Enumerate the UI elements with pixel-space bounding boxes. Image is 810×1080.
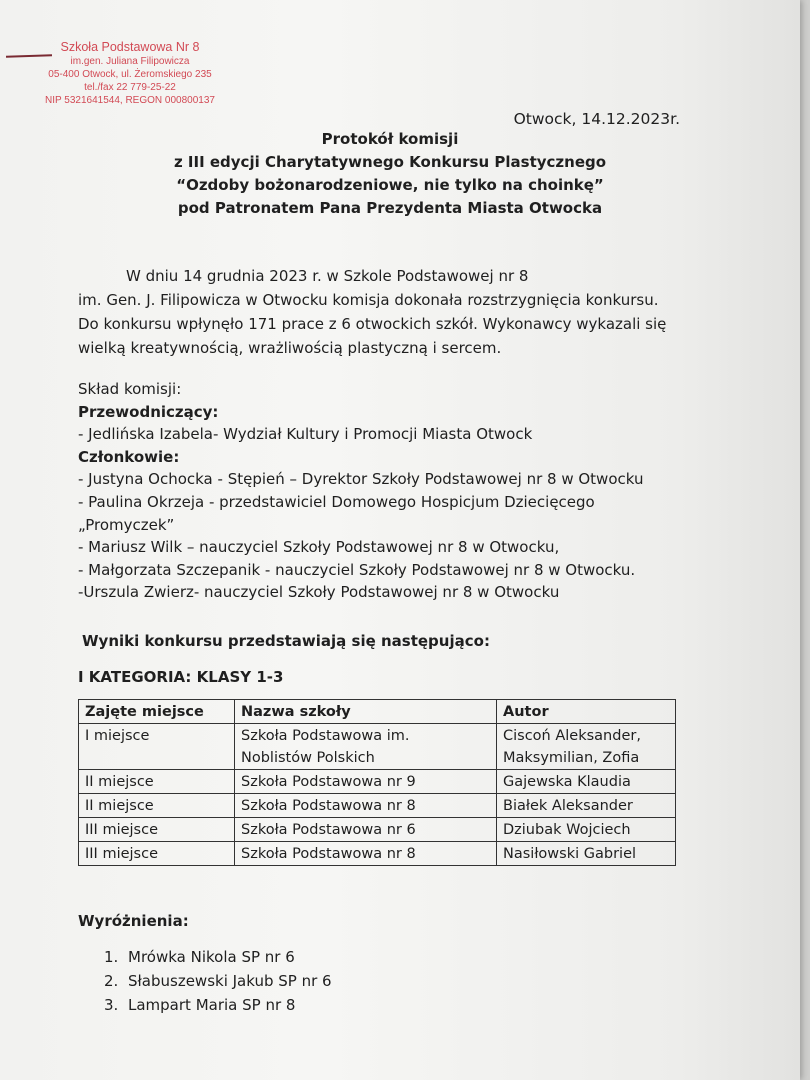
table-row [79,818,676,842]
cell-author-line: Maksymilian, Zofia [503,750,640,766]
table-row [79,794,676,818]
cell-place: III miejsce [79,818,235,842]
cell-author: Gajewska Klaudia [497,770,676,794]
honors-list [104,945,332,1017]
intro-line-1: W dniu 14 grudnia 2023 r. w Szkole Podstawowej nr 8 [126,267,529,285]
list-number: 3. [104,996,119,1014]
cell-author [497,724,676,770]
cell-school: Szkoła Podstawowa nr 9 [235,770,497,794]
intro-paragraph [78,264,738,360]
results-heading: Wyniki konkursu przedstawiają się następująco: [82,632,490,650]
cell-place: II miejsce [79,770,235,794]
school-stamp [30,40,230,107]
results-table [78,699,676,866]
member-entry: - Paulina Okrzeja - przedstawiciel Domowego Hospicjum Dziecięcego [78,492,595,511]
cell-school-line: Noblistów Polskich [241,750,375,766]
list-text: Mrówka Nikola SP nr 6 [128,948,295,966]
title-line-4: pod Patronatem Pana Prezydenta Miasta Otwocka [177,199,603,217]
cell-school: Szkoła Podstawowa nr 8 [235,842,497,866]
cell-author: Białek Aleksander [497,794,676,818]
member-entry: -Urszula Zwierz- nauczyciel Szkoły Podstawowej nr 8 w Otwocku [78,583,560,602]
cell-school: Szkoła Podstawowa nr 8 [235,794,497,818]
intro-line-2: im. Gen. J. Filipowicza w Otwocku komisja dokonała rozstrzygnięcia konkursu. [78,291,659,309]
header-school: Nazwa szkoły [235,700,497,724]
header-author: Autor [497,700,676,724]
list-text: Słabuszewski Jakub SP nr 6 [128,972,332,990]
cell-school [235,724,497,770]
list-item [104,993,332,1017]
chair-entry: - Jedlińska Izabela- Wydział Kultury i Promocji Miasta Otwock [78,425,533,444]
header-place: Zajęte miejsce [79,700,235,724]
member-entry: - Małgorzata Szczepanik - nauczyciel Szkoły Podstawowej nr 8 w Otwocku. [78,560,636,579]
stamp-ids: NIP 5321641544, REGON 000800137 [45,95,215,106]
title-line-1: Protokół komisji [321,130,459,148]
stamp-patron: im.gen. Juliana Filipowicza [70,56,190,67]
chair-label: Przewodniczący: [78,402,219,421]
stamp-phone: tel./fax 22 779-25-22 [84,82,176,93]
member-entry: - Justyna Ochocka - Stępień – Dyrektor Szkoły Podstawowej nr 8 w Otwocku [78,470,644,489]
list-number: 2. [104,972,119,990]
table-row [79,724,676,770]
members-label: Członkowie: [78,447,180,466]
committee-heading: Skład komisji: [78,380,182,398]
cell-author-line: Ciscoń Aleksander, [503,728,641,744]
table-row [79,770,676,794]
cell-place: III miejsce [79,842,235,866]
intro-line-3: Do konkursu wpłynęło 171 prace z 6 otwockich szkół. Wykonawcy wykazali się [78,315,667,333]
table-row [79,842,676,866]
table-header-row [79,700,676,724]
list-text: Lampart Maria SP nr 8 [128,996,296,1014]
stamp-address: 05-400 Otwock, ul. Żeromskiego 235 [48,69,212,80]
document-title [150,128,630,220]
title-line-2: z III edycji Charytatywnego Konkursu Plastycznego [173,153,607,171]
list-item [104,945,332,969]
cell-place: I miejsce [79,724,235,770]
cell-author: Nasiłowski Gabriel [497,842,676,866]
list-number: 1. [104,948,119,966]
cell-school: Szkoła Podstawowa nr 6 [235,818,497,842]
committee-section [78,378,758,604]
member-entry: „Promyczek” [78,515,175,534]
member-entry: - Mariusz Wilk – nauczyciel Szkoły Podstawowej nr 8 w Otwocku, [78,538,560,557]
document-date: Otwock, 14.12.2023r. [513,110,680,128]
intro-line-4: wielką kreatywnością, wrażliwością plastyczną i sercem. [78,339,502,357]
title-line-3: “Ozdoby bożonarodzeniowe, nie tylko na choinkę” [176,176,604,194]
cell-author: Dziubak Wojciech [497,818,676,842]
cell-place: II miejsce [79,794,235,818]
honors-heading: Wyróżnienia: [78,912,189,930]
category-heading: I KATEGORIA: KLASY 1-3 [78,668,284,686]
list-item [104,969,332,993]
stamp-school-name: Szkoła Podstawowa Nr 8 [60,40,200,54]
cell-school-line: Szkoła Podstawowa im. [241,728,410,744]
